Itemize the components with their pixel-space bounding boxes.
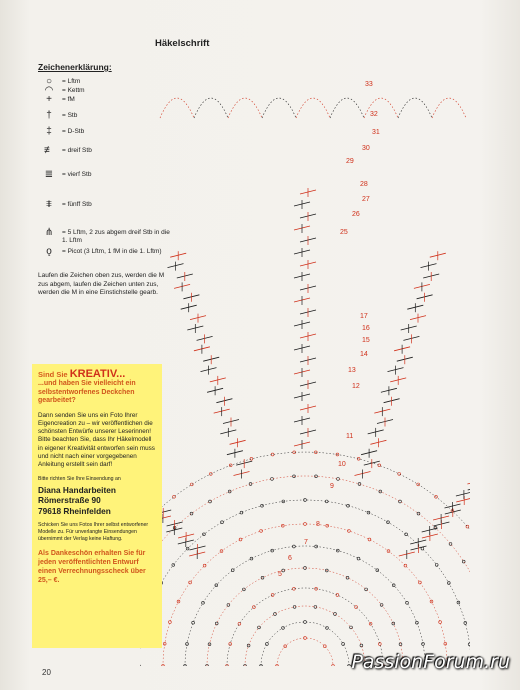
- legend-item-kettm: ◠ = Kettm: [38, 87, 85, 95]
- kreativ-heading: [38, 370, 156, 379]
- kreativ-address: [38, 485, 156, 517]
- chain-stitch-mark: [419, 581, 422, 584]
- page-number: 20: [42, 668, 51, 677]
- row-number-label: 5: [278, 571, 282, 578]
- row-number-label: 29: [346, 158, 354, 165]
- chain-arch: [228, 98, 262, 118]
- legend-item-lftm: ○ = Lftm: [38, 78, 80, 86]
- kreativ-subheading: ...und haben Sie vielleicht ein selbstentworfenes Deckchen gearbeitet?: [38, 380, 136, 404]
- row-number-label: 26: [352, 211, 360, 218]
- treble-crochet-icon: ‡: [46, 126, 52, 137]
- row-number-label: 11: [346, 433, 354, 440]
- chain-stitch-mark: [169, 621, 172, 624]
- row-number-label: 15: [362, 337, 370, 344]
- chain-stitch-mark: [406, 601, 409, 604]
- row-number-label: 33: [365, 81, 373, 88]
- round-outline: [185, 546, 425, 666]
- chain-arch: [262, 98, 296, 118]
- chain-stitch-mark: [192, 621, 195, 624]
- chain-arch: [398, 98, 432, 118]
- address-line: Diana Handarbeiten: [38, 484, 116, 495]
- kreativ-callout-box: [32, 364, 162, 648]
- kreativ-heading-big: KREATIV...: [69, 368, 126, 380]
- stitch-mark: [467, 480, 470, 484]
- legend-item-vierf-stb: ≣ = vierf Stb: [38, 171, 91, 179]
- chain-stitch-mark: [240, 511, 243, 514]
- chain-stitch-mark: [274, 613, 277, 616]
- row-number-label: 17: [360, 313, 368, 320]
- watermark-logo: PassionForum.ru: [351, 651, 510, 673]
- chain-arch: [330, 98, 364, 118]
- legend-item-cluster: ⋔ = 5 Lftm, 2 zus abgem dreif Stb in die 1. Lftm: [38, 229, 173, 245]
- double-crochet-icon: †: [46, 110, 52, 121]
- chain-stitch-mark: [360, 644, 363, 647]
- chain-arch: [296, 98, 330, 118]
- kreativ-thanks: Als Dankeschön erhalten Sie für jeden veröffentlichten Entwurf einen Verrechnungsscheck über 25,– €.: [38, 550, 146, 585]
- chain-stitch-mark: [468, 643, 470, 646]
- slip-stitch-icon: ◠: [44, 85, 54, 96]
- kreativ-fine-print: Schicken Sie uns Fotos Ihrer selbst entworfener Modelle zu. Für unverlangte Einsendungen übernimmt der Verlag keine Haftung.: [38, 522, 149, 543]
- legend-title: Zeichenerklärung:: [38, 62, 112, 72]
- row-number-label: 28: [360, 181, 368, 188]
- stitch-mark: [456, 498, 470, 502]
- row-number-label: 27: [362, 196, 370, 203]
- row-number-label: 16: [362, 325, 370, 332]
- row-number-label: 14: [360, 351, 368, 358]
- round-outline: [277, 638, 333, 666]
- chain-stitch-mark: [399, 500, 402, 503]
- chain-stitch-mark: [378, 464, 381, 467]
- legend-item-picot: ǫ = Picot (3 Lftm, 1 fM in die 1. Lftm): [38, 248, 173, 256]
- row-number-label: 13: [348, 367, 356, 374]
- chain-stitch-mark: [368, 538, 371, 541]
- kreativ-body: Dann senden Sie uns ein Foto Ihrer Eigencreation zu – wir veröffentlichen die schönsten Entwürfe unserer Leserinnen! Bitte beachten Sie, dass Ihr Häkelmodell in eigener Kreativität entworfen sein muss und nicht nach einer vorgegebenen Anleitung erstellt sein darf!: [38, 411, 155, 469]
- picot-icon: ǫ: [46, 246, 52, 257]
- row-number-label: 32: [370, 111, 378, 118]
- chain-stitch-mark: [190, 483, 193, 486]
- stitch-mark: [468, 486, 470, 490]
- chain-stitch-mark: [398, 473, 401, 476]
- row-number-label: 12: [352, 383, 360, 390]
- kreativ-instruction: Bitte richten Sie Ihre Einsendung an: [38, 475, 121, 482]
- page-title: Häkelschrift: [155, 38, 210, 49]
- chain-stitch-mark: [334, 613, 337, 616]
- round-outline: [261, 622, 349, 666]
- chain-stitch-mark: [378, 643, 381, 646]
- triple-treble-icon: ≢: [44, 145, 54, 156]
- row-number-label: 8: [316, 521, 320, 528]
- legend-item-dreif-stb: ≢ = dreif Stb: [38, 147, 92, 155]
- row-number-label: 9: [330, 483, 334, 490]
- chain-arch: [194, 98, 228, 118]
- row-number-label: 30: [362, 145, 370, 152]
- legend-item-stb: † = Stb: [38, 112, 77, 120]
- quadruple-treble-icon: ≣: [44, 169, 54, 180]
- round-outline: [245, 606, 365, 666]
- chain-stitch-mark: [439, 621, 442, 624]
- chain-stitch-mark: [215, 622, 218, 625]
- chain-stitch-mark: [336, 594, 339, 597]
- row-number-label: 10: [338, 461, 346, 468]
- row-number-label: 31: [372, 129, 380, 136]
- legend-note: Laufen die Zeichen oben zus, werden die M zus abgem, laufen die Zeichen unten zus, werden die M in eine Einstichstelle gearb.: [38, 272, 165, 296]
- chain-stitch-mark: [250, 457, 253, 460]
- round-outline: [140, 476, 470, 666]
- row-number-label: 6: [288, 555, 292, 562]
- chain-stitch-mark: [337, 478, 340, 481]
- chain-arch: [432, 98, 466, 118]
- quintuple-treble-icon: ⩨: [46, 199, 52, 210]
- chain-stitch-mark: [238, 622, 241, 625]
- chain-stitch-mark: [239, 538, 242, 541]
- chain-stitch-mark: [346, 576, 349, 579]
- chain-stitch-icon: ○: [45, 76, 53, 87]
- legend-item-dstb: ‡ = D-Stb: [38, 128, 84, 136]
- kreativ-heading-prefix: Sind Sie: [38, 370, 68, 379]
- chain-stitch-mark: [342, 643, 345, 646]
- address-line: Römerstraße 90: [38, 495, 101, 506]
- address-line: 79618 Rheinfelden: [38, 505, 111, 516]
- chain-stitch-mark: [266, 643, 269, 646]
- chain-stitch-mark: [221, 521, 224, 524]
- chain-stitch-mark: [189, 581, 192, 584]
- stitch-mark: [456, 492, 470, 496]
- cluster-stitch-icon: ⋔: [44, 227, 54, 238]
- row-number-label: 7: [304, 539, 308, 546]
- chain-stitch-mark: [250, 557, 253, 560]
- single-crochet-icon: +: [46, 94, 52, 105]
- chain-stitch-mark: [357, 557, 360, 560]
- row-number-label: 25: [340, 229, 348, 236]
- chain-stitch-mark: [209, 500, 212, 503]
- legend-item-fm: + = fM: [38, 96, 75, 104]
- chain-stitch-mark: [247, 644, 250, 647]
- chain-stitch-mark: [249, 483, 252, 486]
- crochet-chart-diagram: [140, 58, 470, 666]
- legend-item-fuenff-stb: ⩨ = fünff Stb: [38, 201, 92, 209]
- chain-arch: [160, 98, 194, 118]
